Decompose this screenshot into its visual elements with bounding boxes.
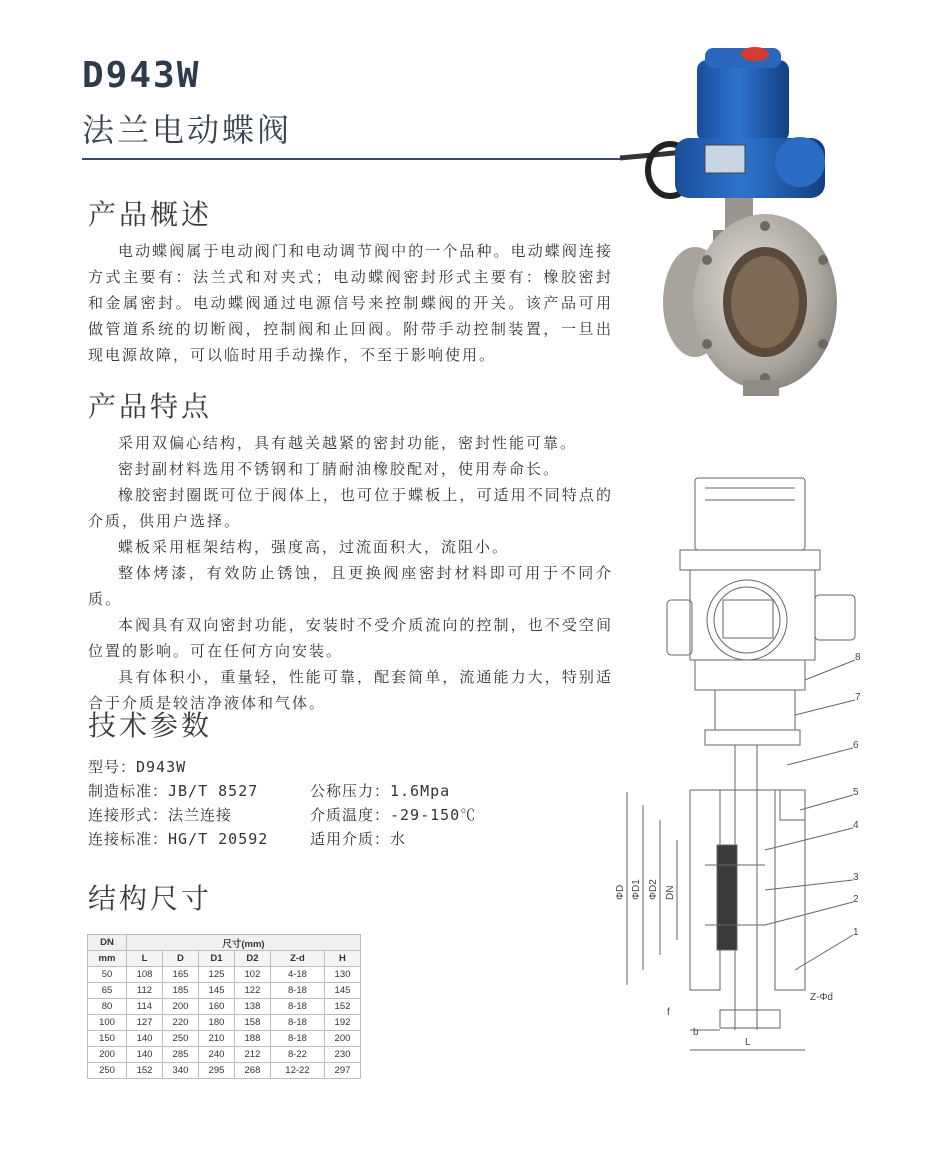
dim-f: f [667, 1007, 670, 1018]
callout-3: 3 [853, 872, 859, 883]
table-cell: 12-22 [270, 1063, 324, 1079]
table-row [88, 1031, 361, 1047]
dimension-table [87, 934, 361, 1079]
table-cell: 152 [127, 1063, 163, 1079]
table-cell: 295 [198, 1063, 234, 1079]
feature-item: 蝶板采用框架结构，强度高，过流面积大，流阻小。 [118, 538, 510, 556]
spec-pressure: 公称压力：1.6Mpa [310, 782, 451, 800]
feature-item: 橡胶密封圈既可位于阀体上，也可位于蝶板上，可适用不同特点的介质，供用户选择。 [88, 486, 613, 530]
table-cell: 8-18 [270, 1015, 324, 1031]
table-cell: 8-18 [270, 983, 324, 999]
product-photo [615, 40, 840, 400]
callout-8: 8 [855, 652, 861, 663]
table-cell: 8-18 [270, 999, 324, 1015]
table-cell: 127 [127, 1015, 163, 1031]
column-header: H [324, 951, 360, 967]
table-cell: 165 [162, 967, 198, 983]
table-row [88, 967, 361, 983]
feature-item: 密封副材料选用不锈钢和丁腈耐油橡胶配对，使用寿命长。 [118, 460, 561, 478]
callout-1: 1 [853, 927, 859, 938]
feature-item: 整体烤漆，有效防止锈蚀，且更换阀座密封材料即可用于不同介质。 [88, 564, 613, 608]
table-cell: 188 [234, 1031, 270, 1047]
table-cell: 4-18 [270, 967, 324, 983]
callout-2: 2 [853, 894, 859, 905]
callout-6: 6 [853, 740, 859, 751]
table-cell: 140 [127, 1047, 163, 1063]
structure-heading: 结构尺寸 [88, 882, 213, 915]
dim-z-d: Z-Φd [810, 992, 833, 1003]
table-cell: 8-22 [270, 1047, 324, 1063]
table-cell: 340 [162, 1063, 198, 1079]
feature-item: 采用双偏心结构，具有越关越紧的密封功能，密封性能可靠。 [118, 434, 578, 452]
table-cell: 50 [88, 967, 127, 983]
feature-item: 本阀具有双向密封功能，安装时不受介质流向的控制，也不受空间位置的影响。可在任何方向安装。 [88, 616, 613, 660]
table-cell: 100 [88, 1015, 127, 1031]
table-cell: 250 [88, 1063, 127, 1079]
table-cell: 138 [234, 999, 270, 1015]
table-cell: 130 [324, 967, 360, 983]
table-cell: 8-18 [270, 1031, 324, 1047]
dim-d1: ΦD1 [631, 879, 642, 900]
table-cell: 102 [234, 967, 270, 983]
table-row [88, 1047, 361, 1063]
overview-text [88, 238, 613, 368]
table-cell: 160 [198, 999, 234, 1015]
features-list [88, 430, 613, 716]
unit-header: mm [88, 951, 127, 967]
section-drawing [605, 470, 875, 1060]
table-cell: 285 [162, 1047, 198, 1063]
table-cell: 268 [234, 1063, 270, 1079]
table-cell: 185 [162, 983, 198, 999]
table-cell: 145 [198, 983, 234, 999]
spec-standard: 制造标准：JB/T 8527 [88, 782, 259, 800]
model-code: D943W [82, 55, 201, 96]
table-cell: 152 [324, 999, 360, 1015]
column-header: L [127, 951, 163, 967]
dn-header: DN [88, 935, 127, 951]
dim-dn: DN [665, 885, 676, 900]
features-heading: 产品特点 [88, 390, 213, 423]
table-cell: 140 [127, 1031, 163, 1047]
table-cell: 65 [88, 983, 127, 999]
table-cell: 250 [162, 1031, 198, 1047]
dim-d: ΦD [615, 884, 626, 900]
table-cell: 200 [88, 1047, 127, 1063]
table-row [88, 999, 361, 1015]
dim-l: L [745, 1037, 751, 1048]
table-cell: 240 [198, 1047, 234, 1063]
table-cell: 297 [324, 1063, 360, 1079]
column-header: D1 [198, 951, 234, 967]
table-cell: 145 [324, 983, 360, 999]
table-cell: 212 [234, 1047, 270, 1063]
table-cell: 112 [127, 983, 163, 999]
column-header: Z-d [270, 951, 324, 967]
spec-temperature: 介质温度：-29-150℃ [310, 806, 477, 824]
tech-heading: 技术参数 [88, 709, 213, 742]
size-header: 尺寸(mm) [127, 935, 361, 951]
header-rule [82, 158, 622, 160]
table-cell: 150 [88, 1031, 127, 1047]
table-row [88, 1015, 361, 1031]
callout-7: 7 [855, 692, 861, 703]
table-cell: 192 [324, 1015, 360, 1031]
spec-model: 型号：D943W [88, 758, 187, 776]
table-cell: 220 [162, 1015, 198, 1031]
spec-medium: 适用介质：水 [310, 830, 407, 848]
spec-connection: 连接形式：法兰连接 [88, 806, 233, 824]
table-cell: 114 [127, 999, 163, 1015]
feature-item: 具有体积小，重量轻，性能可靠，配套简单，流通能力大，特别适合于介质是较洁净液体和气体。 [88, 668, 613, 712]
spec-conn-standard: 连接标准：HG/T 20592 [88, 830, 269, 848]
callout-5: 5 [853, 787, 859, 798]
table-cell: 125 [198, 967, 234, 983]
table-cell: 200 [324, 1031, 360, 1047]
table-cell: 210 [198, 1031, 234, 1047]
callout-4: 4 [853, 820, 859, 831]
dim-b: b [693, 1027, 699, 1038]
table-cell: 230 [324, 1047, 360, 1063]
table-cell: 80 [88, 999, 127, 1015]
table-row [88, 1063, 361, 1079]
table-cell: 122 [234, 983, 270, 999]
overview-heading: 产品概述 [88, 198, 213, 231]
table-cell: 108 [127, 967, 163, 983]
product-name: 法兰电动蝶阀 [82, 111, 293, 149]
table-cell: 200 [162, 999, 198, 1015]
table-cell: 180 [198, 1015, 234, 1031]
column-header: D2 [234, 951, 270, 967]
table-cell: 158 [234, 1015, 270, 1031]
table-row [88, 983, 361, 999]
overview-paragraph: 电动蝶阀属于电动阀门和电动调节阀中的一个品种。电动蝶阀连接方式主要有：法兰式和对夹式；电动蝶阀密封形式主要有：橡胶密封和金属密封。电动蝶阀通过电源信号来控制蝶阀的开关。该产品可用做管道系统的切断阀，控制阀和止回阀。附带手动控制装置，一旦出现电源故障，可以临时用手动操作，不至于影响使用。 [88, 242, 613, 364]
column-header: D [162, 951, 198, 967]
dim-d2: ΦD2 [648, 879, 659, 900]
